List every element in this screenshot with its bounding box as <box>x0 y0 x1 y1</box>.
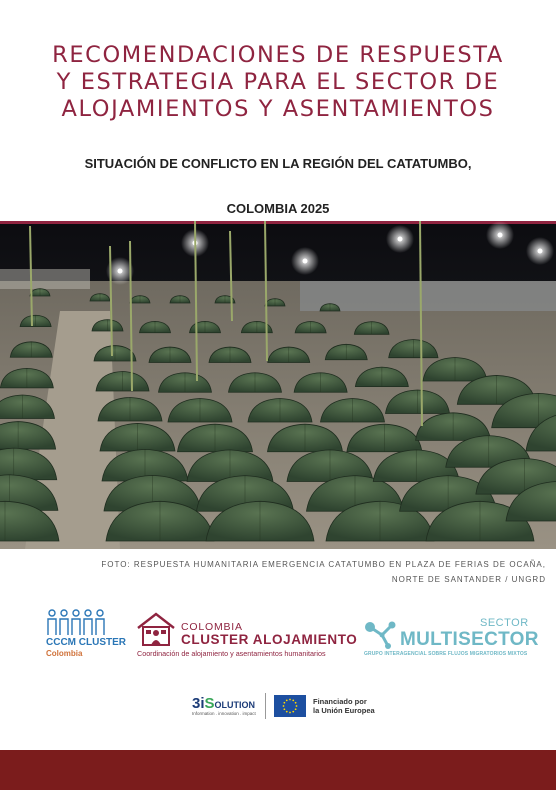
cluster-alojamiento-country: COLOMBIA <box>181 621 243 633</box>
eu-star <box>292 699 294 701</box>
eu-flag-icon <box>274 695 306 717</box>
photo-caption-line-1: FOTO: RESPUESTA HUMANITARIA EMERGENCIA CATATUMBO EN PLAZA DE FERIAS DE OCAÑA, <box>101 560 546 569</box>
eu-star <box>283 702 285 704</box>
cluster-alojamiento-tagline: Coordinación de alojamiento y asentamientos humanitarios <box>137 649 326 658</box>
network-nodes-icon <box>362 619 396 649</box>
footer-bar <box>0 750 556 790</box>
cccm-logo-subtitle: Colombia <box>46 649 83 658</box>
threeis-tagline: Information . innovation . impact <box>192 711 256 716</box>
eu-star <box>289 699 291 701</box>
subtitle-line-2: COLOMBIA 2025 <box>226 201 330 216</box>
threeis-logo-mark-b: S <box>204 695 215 712</box>
subtitle-line-1: SITUACIÓN DE CONFLICTO EN LA REGIÓN DEL CATATUMBO, <box>84 156 472 171</box>
photo-caption-line-2: NORTE DE SANTANDER / UNGRD <box>391 575 546 584</box>
eu-funding-line-2: la Unión Europea <box>313 706 375 715</box>
cccm-logo-title: CCCM CLUSTER <box>46 637 126 648</box>
eu-star <box>283 708 285 710</box>
multisector-description: GRUPO INTERAGENCIAL SOBRE FLUJOS MIGRATORIOS MIXTOS <box>364 651 528 657</box>
cover-photo <box>0 221 556 549</box>
multisector-label-sector: SECTOR <box>480 617 529 629</box>
cluster-alojamiento-name: CLUSTER ALOJAMIENTO <box>181 632 358 647</box>
light-bulb <box>498 233 503 238</box>
cccm-people-icon <box>46 608 126 636</box>
eu-star <box>295 702 297 704</box>
light-bulb <box>303 259 308 264</box>
eu-star <box>292 711 294 713</box>
house-icon <box>136 611 176 647</box>
tent-camp-photo <box>0 221 556 549</box>
threeis-logo <box>192 695 255 712</box>
light-bulb <box>118 269 123 274</box>
eu-star <box>286 711 288 713</box>
light-bulb <box>398 237 403 242</box>
title-line-3: ALOJAMIENTOS Y ASENTAMIENTOS <box>61 96 495 122</box>
eu-star <box>296 705 298 707</box>
background-wall <box>0 269 90 289</box>
light-bulb <box>538 249 543 254</box>
eu-funding-line-1: Financiado por <box>313 697 367 706</box>
eu-funding-label <box>313 697 375 715</box>
threeis-logo-mark-c: OLUTION <box>214 700 256 710</box>
eu-star <box>289 712 291 714</box>
logo-divider <box>265 693 266 719</box>
title-line-1: RECOMENDACIONES DE RESPUESTA <box>52 42 504 68</box>
multisector-label-name: MULTISECTOR <box>400 629 539 650</box>
eu-star <box>283 705 285 707</box>
eu-star <box>295 708 297 710</box>
eu-star <box>286 699 288 701</box>
title-line-2: Y ESTRATEGIA PARA EL SECTOR DE <box>56 69 500 95</box>
document-title <box>0 42 556 123</box>
threeis-logo-mark-a: 3i <box>192 695 205 712</box>
